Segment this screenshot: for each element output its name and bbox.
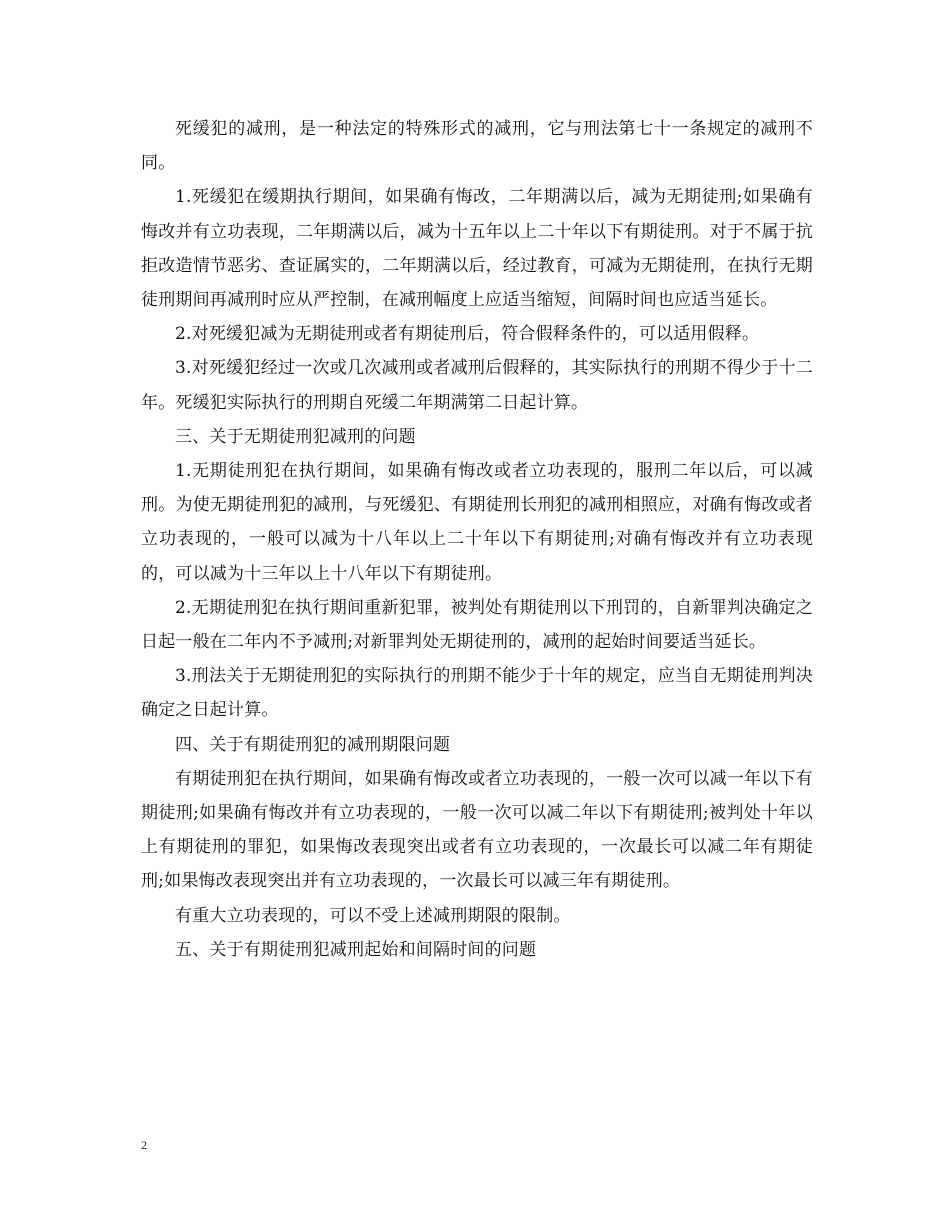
document-body [141, 112, 813, 967]
section-heading: 三、关于无期徒刑犯减刑的问题 [175, 426, 416, 447]
paragraph: 死缓犯的减刑，是一种法定的特殊形式的减刑，它与刑法第七十一条规定的减刑不同。 [141, 119, 813, 174]
paragraph: 2.对死缓犯减为无期徒刑或者有期徒刑后，符合假释条件的，可以适用假释。 [175, 324, 760, 345]
paragraph: 1.死缓犯在缓期执行期间，如果确有悔改，二年期满以后，减为无期徒刑;如果确有悔改并有立功表现，二年期满以后，减为十五年以上二十年以下有期徒刑。对于不属于抗拒改造情节恶劣、查证属实的，二年期满以后，经过教育，可减为无期徒刑，在执行无期徒刑期间再减刑时应从严控制，在减刑幅度上应适当缩短，间隔时间也应适当延长。 [141, 187, 813, 311]
paragraph: 3.刑法关于无期徒刑犯的实际执行的刑期不能少于十年的规定，应当自无期徒刑判决确定之日起计算。 [141, 666, 813, 721]
section-heading: 四、关于有期徒刑犯的减刑期限问题 [175, 734, 451, 755]
section-heading: 五、关于有期徒刑犯减刑起始和间隔时间的问题 [175, 939, 537, 960]
paragraph: 有期徒刑犯在执行期间，如果确有悔改或者立功表现的，一般一次可以减一年以下有期徒刑;如果确有悔改并有立功表现的，一般一次可以减二年以下有期徒刑;被判处十年以上有期徒刑的罪犯，如果悔改表现突出或者有立功表现的，一次最长可以减二年有期徒刑;如果悔改表现突出并有立功表现的，一次最长可以减三年有期徒刑。 [141, 768, 813, 892]
paragraph: 有重大立功表现的，可以不受上述减刑期限的限制。 [175, 905, 571, 926]
paragraph: 1.无期徒刑犯在执行期间，如果确有悔改或者立功表现的，服刑二年以后，可以减刑。为使无期徒刑犯的减刑，与死缓犯、有期徒刑长刑犯的减刑相照应，对确有悔改或者立功表现的，一般可以减为十八年以上二十年以下有期徒刑;对确有悔改并有立功表现的，可以减为十三年以上十八年以下有期徒刑。 [141, 461, 813, 584]
paragraph: 3.对死缓犯经过一次或几次减刑或者减刑后假释的，其实际执行的刑期不得少于十二年。死缓犯实际执行的刑期自死缓二年期满第二日起计算。 [141, 358, 813, 413]
paragraph: 2.无期徒刑犯在执行期间重新犯罪，被判处有期徒刑以下刑罚的，自新罪判决确定之日起一般在二年内不予减刑;对新罪判处无期徒刑的，减刑的起始时间要适当延长。 [141, 597, 813, 653]
page-number: 2 [141, 1138, 147, 1152]
